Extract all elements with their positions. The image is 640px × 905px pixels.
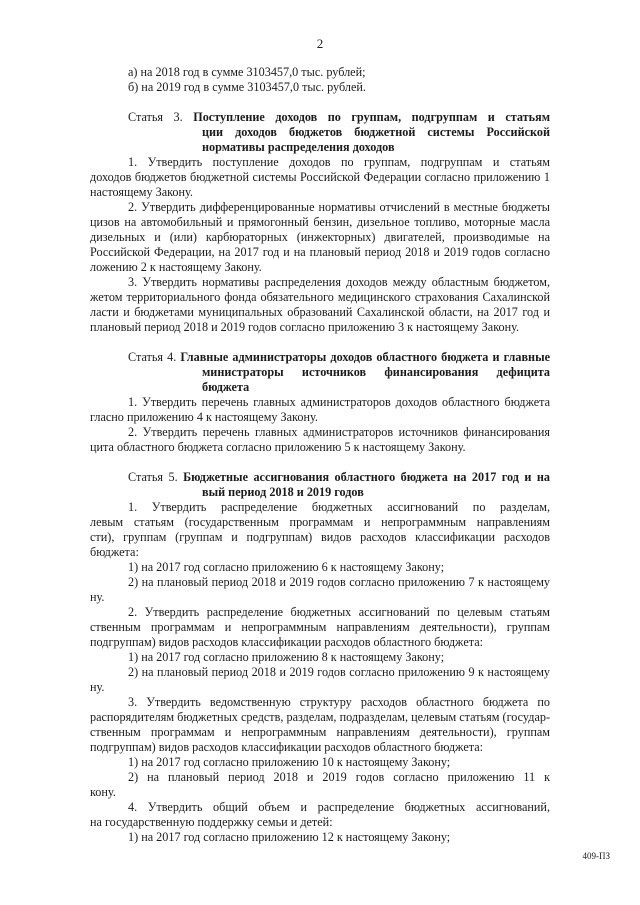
text-line [128,770,550,785]
text-line [90,815,333,830]
line-text: 2) на плановый период 2018 и 2019 годов согласно приложению 7 к настоящему [128,575,550,589]
text-line [128,500,550,515]
text-line [128,605,550,620]
text-line [90,590,104,605]
line-text: 1) на 2017 год согласно приложению 8 к настоящему Закону; [128,650,445,664]
line-text: Статья 3. [128,110,194,124]
text-line [128,200,550,215]
text-line [128,575,550,590]
text-line [90,215,550,230]
line-text: Статья 5. [128,470,184,484]
line-text: 1) на 2017 год согласно приложению 12 к настоящему Закону; [128,830,451,844]
line-text: 1. Утвердить распределение бюджетных ассигнований по разделам, [128,500,550,514]
text-line [90,785,116,800]
text-line [128,65,366,80]
line-heading: Поступление доходов по группам, подгруппам и статьям [193,110,550,124]
text-line [128,155,550,170]
text-line [90,620,550,635]
text-line [202,485,364,500]
text-line [128,80,366,95]
line-text: 2. Утвердить перечень главных администраторов источников финансирования [128,425,550,439]
line-text: Российской Федерации, на 2017 год и на плановый период 2018 и 2019 годов согласно [90,245,550,259]
text-line [128,275,550,290]
text-line [90,245,550,260]
text-line [202,125,550,140]
text-line [128,470,550,485]
line-text: 1) на 2017 год согласно приложению 6 к настоящему Закону; [128,560,445,574]
line-heading: министраторы источников финансирования дефицита [202,365,550,379]
text-line [90,320,519,335]
text-line [90,260,262,275]
line-text: ственным программам и непрограммным направлениям деятельности), группам [90,620,550,634]
text-line [128,110,550,125]
line-text: Статья 4. [128,350,181,364]
text-line [90,545,139,560]
line-heading: бюджета [202,380,250,394]
text-line [90,515,550,530]
text-line [128,830,450,845]
text-line [90,230,550,245]
line-text: доходов бюджетов бюджетной системы Российской Федерации согласно приложению 1 [90,170,550,184]
line-text: 2) на плановый период 2018 и 2019 годов согласно приложению 11 к [128,770,550,784]
line-text: цизов на автомобильный и прямогонный бензин, дизельное топливо, моторные масла [90,215,550,229]
document-code: 409-ПЗ [582,851,610,861]
line-heading: вый период 2018 и 2019 годов [202,485,364,499]
text-line [128,650,444,665]
text-line [128,560,444,575]
line-text: левым статьям (государственным программам и непрограммным направлениям [90,515,550,529]
line-text: ну. [90,680,105,694]
line-text: кону. [90,785,116,799]
text-line [90,680,104,695]
line-text: цита областного бюджета согласно приложению 5 к настоящему Закону. [90,440,466,454]
line-text: 1) на 2017 год согласно приложению 10 к настоящему Закону; [128,755,451,769]
line-text: настоящему Закону. [90,185,193,199]
line-text: а) на 2018 год в сумме 3103457,0 тыс. рублей; [128,65,366,79]
line-text: ложению 2 к настоящему Закону. [90,260,262,274]
line-text: ласти и бюджетами муниципальных образований Сахалинской области, на 2017 год и [90,305,550,319]
text-line [128,665,550,680]
text-line [90,710,550,725]
line-text: дизельных и (или) карбюраторных (инжекторных) двигателей, производимые на [90,230,550,244]
line-text: на государственную поддержку семьи и детей: [90,815,333,829]
text-line [90,530,550,545]
text-line [202,380,249,395]
line-text: б) на 2019 год в сумме 3103457,0 тыс. рублей. [128,80,366,94]
line-text: 1. Утвердить поступление доходов по группам, подгруппам и статьям [128,155,550,169]
text-line [90,170,550,185]
line-text: жетом территориального фонда обязательного медицинского страхования Сахалинской [90,290,550,304]
text-line [90,410,318,425]
line-text: подгруппам) видов расходов классификации расходов областного бюджета: [90,635,484,649]
text-line [202,140,395,155]
line-text: бюджета: [90,545,139,559]
line-text: 2. Утвердить дифференцированные нормативы отчислений в местные бюджеты [128,200,550,214]
text-line [90,635,483,650]
text-line [128,395,550,410]
line-text: 3. Утвердить нормативы распределения доходов между областным бюджетом, [128,275,550,289]
text-line [128,350,550,365]
line-text: гласно приложению 4 к настоящему Закону. [90,410,318,424]
line-heading: ции доходов бюджетов бюджетной системы Российской [202,125,550,139]
text-line [90,305,550,320]
text-line [90,725,550,740]
line-text: ну. [90,590,105,604]
text-line [90,740,483,755]
text-line [128,425,550,440]
line-text: 3. Утвердить ведомственную структуру расходов областного бюджета по [128,695,550,709]
line-heading: Бюджетные ассигнования областного бюджета на 2017 год и на [183,470,550,484]
line-text: плановый период 2018 и 2019 годов согласно приложению 3 к настоящему Закону. [90,320,520,334]
text-line [128,755,450,770]
text-line [90,290,550,305]
page-number: 2 [316,36,324,51]
line-text: 2. Утвердить распределение бюджетных ассигнований по целевым статьям [128,605,550,619]
text-line [90,185,193,200]
line-text: 1. Утвердить перечень главных администраторов доходов областного бюджета [128,395,550,409]
text-line [202,365,550,380]
text-line [90,440,466,455]
line-text: сти), группам (группам и подгруппам) видов расходов классификации расходов [90,530,550,544]
text-line [128,800,550,815]
text-line [128,695,550,710]
line-text: распорядителям бюджетных средств, разделам, подразделам, целевым статьям (государ- [90,710,550,724]
line-heading: Главные администраторы доходов областного бюджета и главные [180,350,550,364]
line-text: 4. Утвердить общий объем и распределение бюджетных ассигнований, [128,800,550,814]
line-text: 2) на плановый период 2018 и 2019 годов согласно приложению 9 к настоящему [128,665,550,679]
line-text: подгруппам) видов расходов классификации расходов областного бюджета: [90,740,484,754]
line-heading: нормативы распределения доходов [202,140,395,154]
line-text: ственным программам и непрограммным направлениям деятельности), группам [90,725,550,739]
